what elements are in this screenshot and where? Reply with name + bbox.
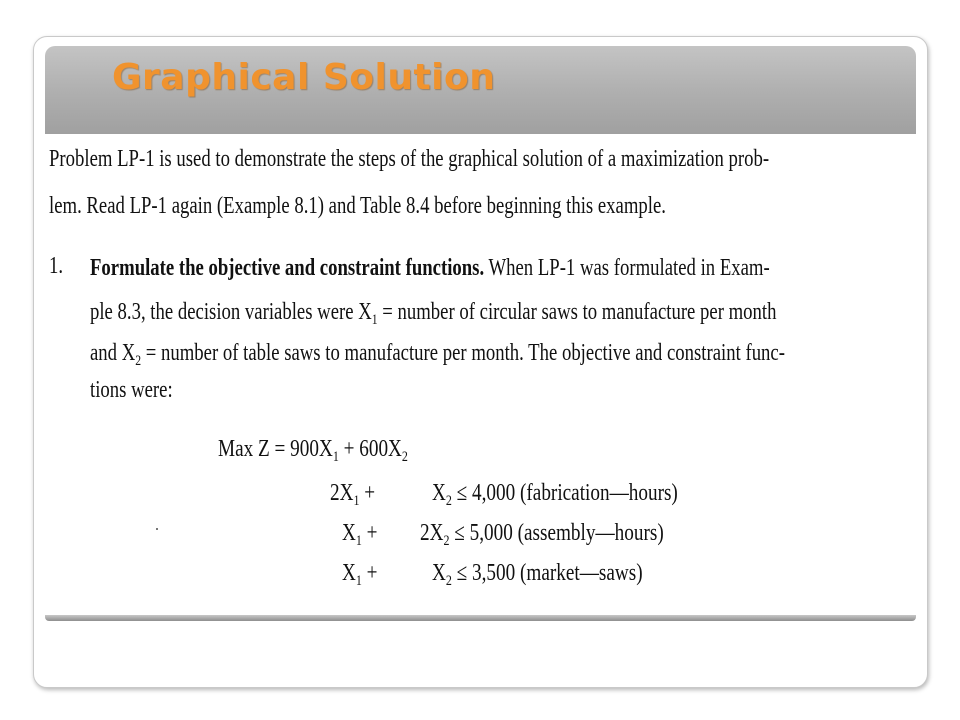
constraint-rhs: ≤ 4,000 (fabrication—hours) bbox=[451, 480, 678, 506]
objective-term: + 600X bbox=[338, 436, 402, 462]
constraint-rhs: ≤ 3,500 (market—saws) bbox=[451, 560, 643, 586]
step-text: = number of circular saws to manufacture per month bbox=[377, 299, 777, 325]
constraint-term bbox=[342, 560, 378, 589]
constraint-term bbox=[420, 520, 664, 549]
step-text: = number of table saws to manufacture per month. The objective and constraint func- bbox=[141, 340, 785, 366]
step-heading: Formulate the objective and constraint functions. bbox=[90, 255, 485, 281]
subscript: 2 bbox=[443, 533, 450, 549]
operator: + bbox=[361, 560, 378, 586]
objective-function bbox=[218, 436, 408, 465]
step-number: 1. bbox=[49, 253, 64, 279]
step-text: When LP-1 was formulated in Exam- bbox=[484, 255, 770, 281]
subscript: 1 bbox=[355, 573, 362, 589]
subscript: 2 bbox=[445, 493, 452, 509]
scan-speck bbox=[156, 528, 158, 530]
subscript: 1 bbox=[353, 493, 360, 509]
term: 2X bbox=[330, 480, 354, 506]
subscript: 1 bbox=[332, 449, 339, 465]
term: X bbox=[432, 480, 446, 506]
term: X bbox=[342, 520, 356, 546]
operator: + bbox=[361, 520, 378, 546]
operator: + bbox=[359, 480, 376, 506]
intro-line: Problem LP-1 is used to demonstrate the steps of the graphical solution of a maximization prob- bbox=[49, 146, 770, 172]
term: X bbox=[432, 560, 446, 586]
step-line bbox=[90, 340, 785, 369]
step-text: and X bbox=[90, 340, 136, 366]
step-line bbox=[90, 299, 777, 328]
subscript: 1 bbox=[355, 533, 362, 549]
constraint-term bbox=[432, 560, 643, 589]
bottom-rule bbox=[45, 615, 916, 621]
term: 2X bbox=[420, 520, 444, 546]
step-line: tions were: bbox=[90, 377, 173, 403]
subscript: 2 bbox=[445, 573, 452, 589]
term: X bbox=[342, 560, 356, 586]
step-text: ple 8.3, the decision variables were X bbox=[90, 299, 372, 325]
constraint-rhs: ≤ 5,000 (assembly—hours) bbox=[449, 520, 664, 546]
subscript: 1 bbox=[371, 312, 378, 328]
constraint-term bbox=[330, 480, 376, 509]
constraint-term bbox=[342, 520, 378, 549]
subscript: 2 bbox=[401, 449, 408, 465]
subscript: 2 bbox=[135, 353, 142, 369]
slide-title: Graphical Solution bbox=[112, 57, 496, 98]
constraint-term bbox=[432, 480, 678, 509]
objective-term: Max Z = 900X bbox=[218, 436, 333, 462]
intro-line: lem. Read LP-1 again (Example 8.1) and Table 8.4 before beginning this example. bbox=[49, 193, 666, 219]
step-line bbox=[90, 256, 770, 280]
